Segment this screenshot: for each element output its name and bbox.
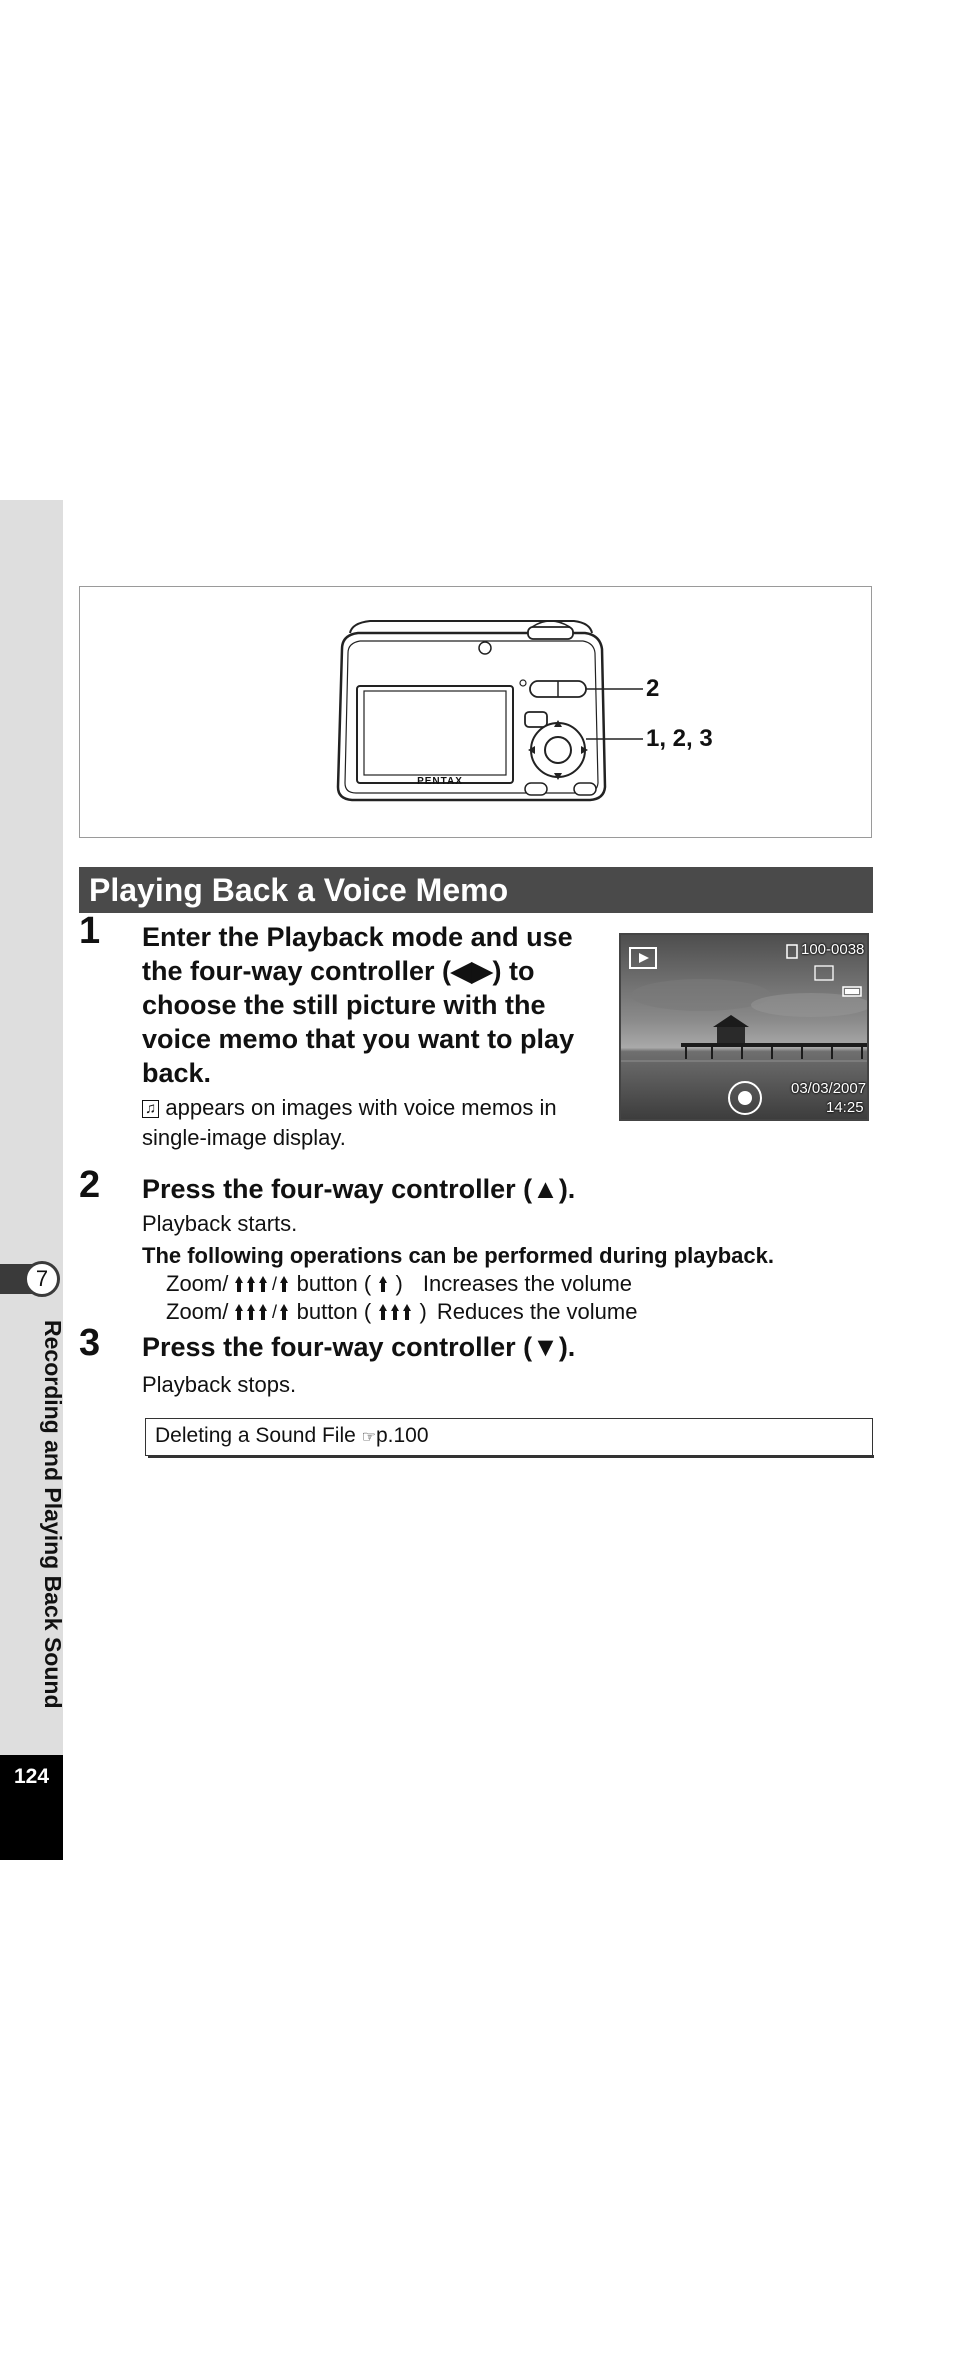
- zoom-wide-icon: [377, 1274, 389, 1294]
- reference-page-link[interactable]: p.100: [375, 1424, 429, 1447]
- chapter-title: Recording and Playing Back Sound: [40, 1320, 66, 1709]
- step-3-title: Press the four-way controller (▼).: [142, 1332, 576, 1362]
- lcd-time: 14:25: [826, 1099, 864, 1116]
- step-1-number: 1: [79, 910, 101, 952]
- pointing-hand-icon: ☞: [361, 1429, 376, 1446]
- chapter-number-badge: 7: [24, 1261, 60, 1297]
- reference-box: Deleting a Sound File ☞p.100: [145, 1418, 873, 1456]
- step-3-body: Playback stops.: [142, 1372, 297, 1397]
- operations-heading: The following operations can be performed during playback.: [142, 1243, 774, 1268]
- operation-row-reduce: Zoom/ / button ( ) Reduces the volume: [166, 1299, 638, 1324]
- playback-lcd-image: [619, 933, 869, 1121]
- zoom-tele-icon: [234, 1302, 290, 1322]
- camera-back-icon: [80, 587, 873, 839]
- callout-label-bottom: 1, 2, 3: [646, 725, 713, 752]
- camera-figure: [79, 586, 872, 838]
- page-number: 124: [13, 1765, 50, 1788]
- zoom-tele-icon: [377, 1302, 413, 1322]
- zoom-tele-icon: [234, 1274, 290, 1294]
- svg-text:/: /: [272, 1302, 278, 1322]
- section-title: Playing Back a Voice Memo: [79, 867, 873, 913]
- camera-brand-label: PENTAX: [417, 776, 463, 787]
- lcd-file-number: 100-0038: [801, 941, 865, 958]
- step-1-title: Enter the Playback mode and use the four-way controller (◀▶) to choose the still picture with the voice memo that you want to play back.: [142, 922, 575, 1088]
- step-1-note: ♫ appears on images with voice memos in single-image display.: [142, 1095, 557, 1150]
- lcd-date: 03/03/2007: [791, 1080, 867, 1097]
- callout-label-top: 2: [646, 675, 660, 702]
- step-3-number: 3: [79, 1322, 101, 1364]
- step-2-title: Press the four-way controller (▲).: [142, 1174, 576, 1204]
- operation-row-increase: Zoom/ / button ( ) Increases the volume: [166, 1271, 633, 1296]
- step-2-body: Playback starts.: [142, 1211, 298, 1236]
- svg-text:/: /: [272, 1274, 278, 1294]
- voice-memo-icon: ♫: [142, 1100, 159, 1118]
- step-2-number: 2: [79, 1164, 101, 1206]
